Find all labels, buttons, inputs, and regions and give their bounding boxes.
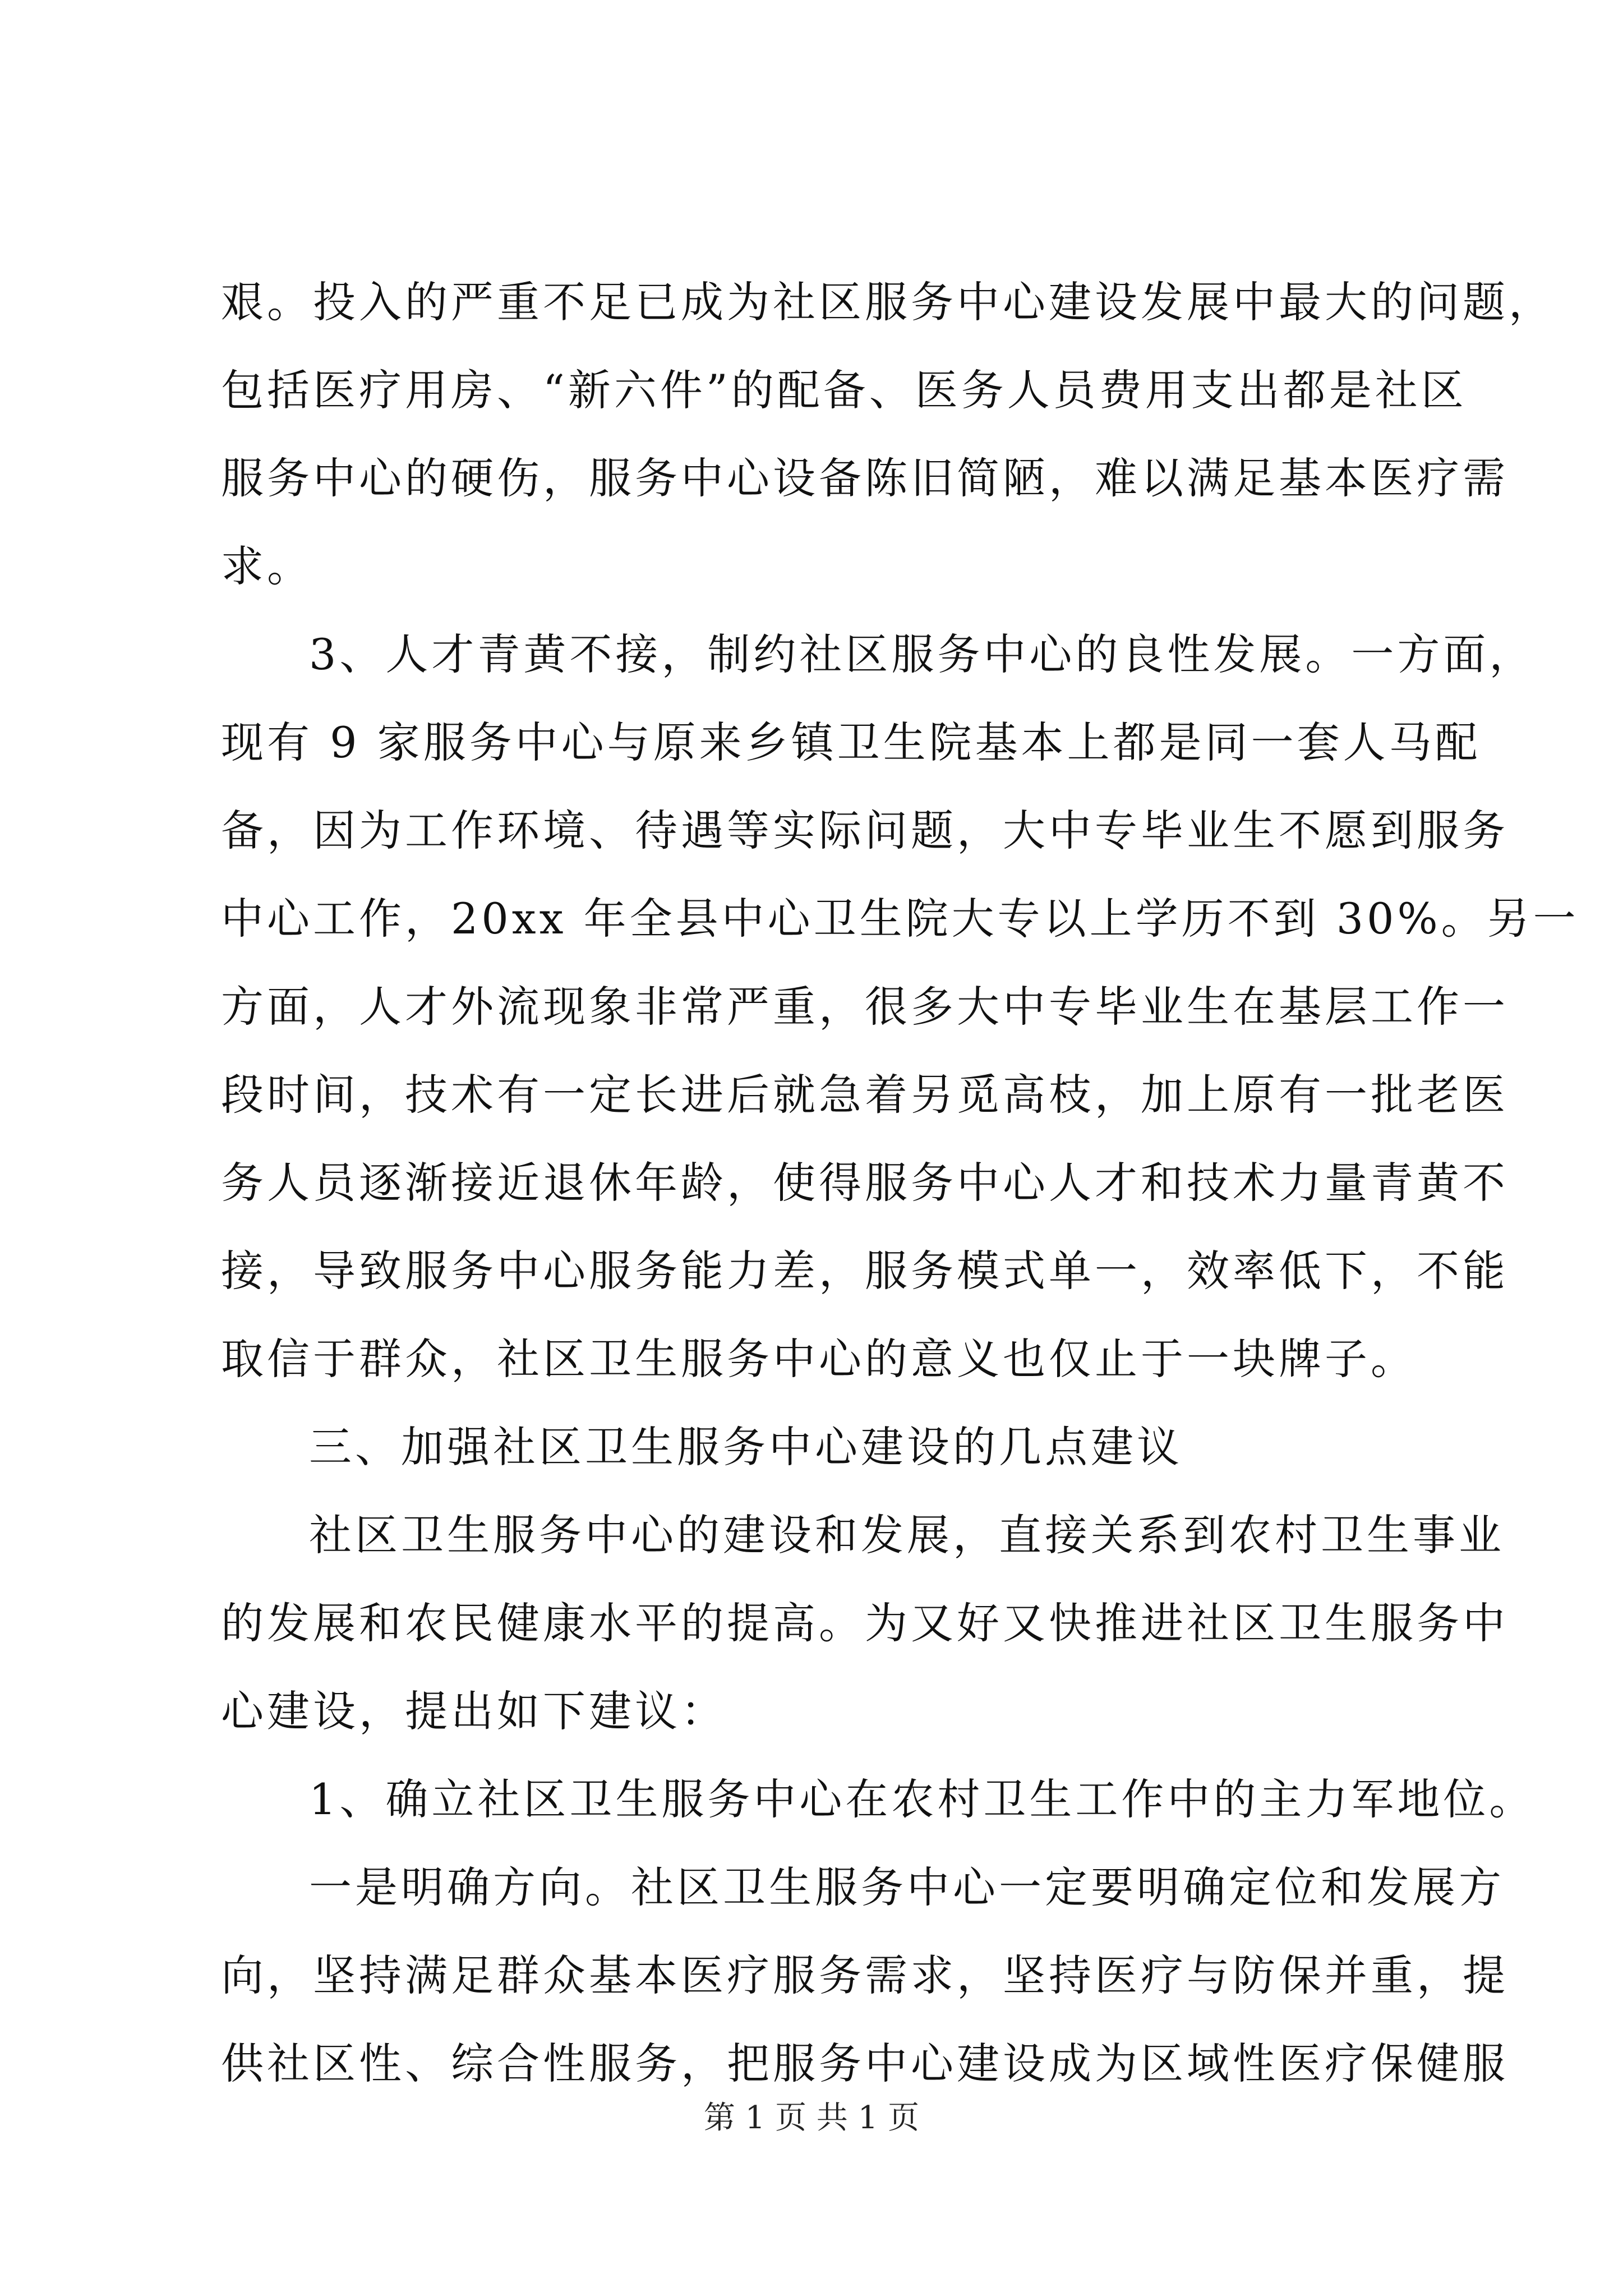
text-line-19: 一是明确方向。社区卫生服务中心一定要明确定位和发展方 [309, 1862, 1505, 1912]
text-line-16: 的发展和农民健康水平的提高。为又好又快推进社区卫生服务中 [221, 1598, 1509, 1648]
text-line-9: 方面，人才外流现象非常严重，很多大中专毕业生在基层工作一 [221, 982, 1509, 1032]
document-body [221, 258, 1579, 2108]
text-line-20: 向，坚持满足群众基本医疗服务需求，坚持医疗与防保并重，提 [221, 1950, 1509, 2000]
text-line-13: 取信于群众，社区卫生服务中心的意义也仅止于一块牌子。 [221, 1334, 1417, 1384]
text-line-3: 服务中心的硬伤，服务中心设备陈旧简陋，难以满足基本医疗需 [221, 453, 1509, 503]
text-line-21: 供社区性、综合性服务，把服务中心建设成为区域性医疗保健服 [221, 2039, 1509, 2088]
text-line-8: 中心工作，20xx 年全县中心卫生院大专以上学历不到 30%。另一 [221, 894, 1579, 944]
text-line-4: 求。 [221, 541, 313, 591]
text-line-5: 3、人才青黄不接，制约社区服务中心的良性发展。一方面， [309, 629, 1536, 679]
text-line-11: 务人员逐渐接近退休年龄，使得服务中心人才和技术力量青黄不 [221, 1158, 1509, 1208]
text-line-7: 备，因为工作环境、待遇等实际问题，大中专毕业生不愿到服务 [221, 806, 1509, 855]
text-line-12: 接，导致服务中心服务能力差，服务模式单一，效率低下，不能 [221, 1246, 1509, 1296]
text-line-1: 艰。投入的严重不足已成为社区服务中心建设发展中最大的问题， [221, 277, 1555, 327]
page-number-footer: 第 1 页 共 1 页 [703, 2100, 920, 2136]
text-line-15: 社区卫生服务中心的建设和发展，直接关系到农村卫生事业 [309, 1510, 1505, 1560]
text-line-10: 段时间，技术有一定长进后就急着另觅高枝，加上原有一批老医 [221, 1070, 1509, 1120]
text-line-18: 1、确立社区卫生服务中心在农村卫生工作中的主力军地位。 [309, 1774, 1536, 1824]
text-line-17: 心建设，提出如下建议： [221, 1686, 727, 1736]
text-line-6: 现有 9 家服务中心与原来乡镇卫生院基本上都是同一套人马配 [221, 717, 1481, 767]
text-line-2: 包括医疗用房、“新六件”的配备、医务人员费用支出都是社区 [221, 365, 1467, 415]
section-heading: 三、加强社区卫生服务中心建设的几点建议 [309, 1422, 1183, 1472]
